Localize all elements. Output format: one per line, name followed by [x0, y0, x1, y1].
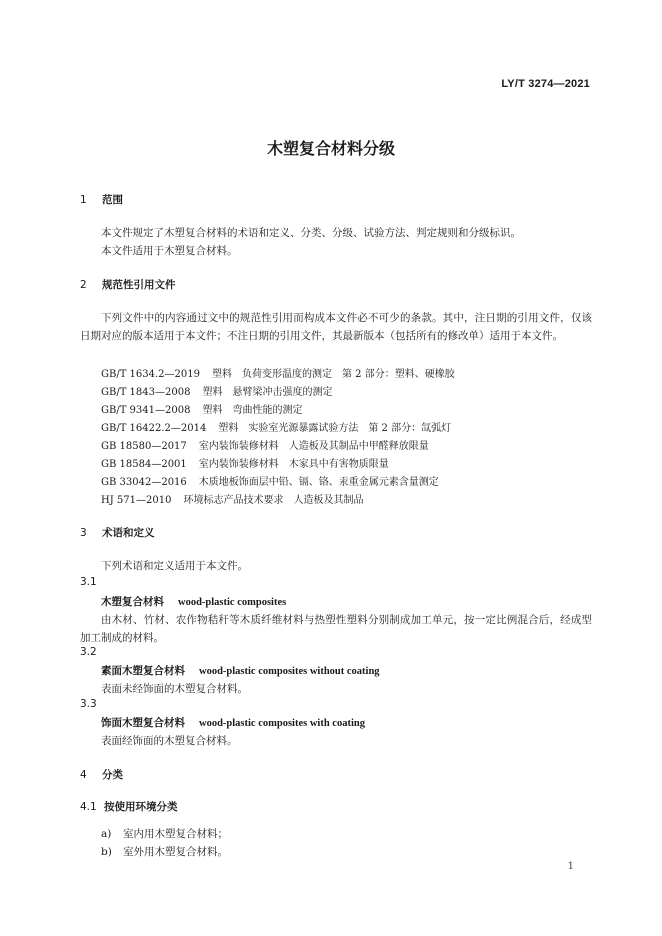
paragraph: 下列术语和定义适用于本文件。 [101, 560, 248, 572]
term-definition: 表面未经饰面的木塑复合材料。 [101, 683, 248, 695]
standard-code: LY/T 3274—2021 [501, 78, 590, 90]
reference-item: GB/T 1634.2—2019 塑料 负荷变形温度的测定 第 2 部分：塑料、硬橡胶 [101, 369, 455, 380]
reference-item: GB/T 16422.2—2014 塑料 实验室光源暴露试验方法 第 2 部分：氙弧灯 [101, 423, 452, 434]
term-heading: 木塑复合材料 wood-plastic composites [101, 596, 287, 608]
section-title: 分类 [102, 769, 123, 781]
section-title: 术语和定义 [102, 527, 155, 539]
term-definition: 由木材、竹材、农作物秸秆等木质纤维材料与热塑性塑料分别制成加工单元，按一定比例混合后，经成型加工制成的材料。 [80, 614, 592, 644]
section-heading-2: 2 规范性引用文件 [80, 279, 176, 291]
reference-item: HJ 571—2010 环境标志产品技术要求 人造板及其制品 [101, 495, 364, 506]
reference-item: GB/T 9341—2008 塑料 弯曲性能的测定 [101, 405, 303, 416]
term-heading: 素面木塑复合材料 wood-plastic composites without coating [101, 665, 380, 677]
term-definition: 表面经饰面的木塑复合材料。 [101, 735, 238, 747]
paragraph: 下列文件中的内容通过文中的规范性引用而构成本文件必不可少的条款。其中，注日期的引用文件，仅该日期对应的版本适用于本文件；不注日期的引用文件，其最新版本（包括所有的修改单）适用于本文件。 [80, 312, 592, 342]
term-heading: 饰面木塑复合材料 wood-plastic composites with coating [101, 717, 365, 729]
list-item: b) 室外用木塑复合材料。 [101, 846, 228, 858]
section-heading-3: 3 术语和定义 [80, 527, 155, 539]
document-title: 木塑复合材料分级 [266, 139, 395, 158]
section-heading-1: 1 范围 [80, 194, 123, 206]
subsection-title: 按使用环境分类 [104, 801, 178, 813]
reference-item: GB/T 1843—2008 塑料 悬臂梁冲击强度的测定 [101, 387, 333, 398]
subsection-heading-4-1: 4.1 按使用环境分类 [80, 801, 178, 813]
list-item: a) 室内用木塑复合材料； [101, 828, 228, 840]
reference-item: GB 33042—2016 木质地板饰面层中铅、镉、铬、汞重金属元素含量测定 [101, 477, 439, 488]
reference-item: GB 18580—2017 室内装饰装修材料 人造板及其制品中甲醛释放限量 [101, 441, 429, 452]
section-title: 规范性引用文件 [102, 279, 176, 291]
term-number: 3.3 [80, 698, 97, 710]
page-number: 1 [567, 861, 574, 872]
reference-item: GB 18584—2001 室内装饰装修材料 木家具中有害物质限量 [101, 459, 389, 470]
paragraph: 本文件规定了木塑复合材料的术语和定义、分类、分级、试验方法、判定规则和分级标识。 [101, 227, 521, 239]
section-heading-4: 4 分类 [80, 769, 123, 781]
term-number: 3.2 [80, 646, 97, 658]
term-number: 3.1 [80, 576, 97, 588]
paragraph: 本文件适用于木塑复合材料。 [101, 245, 238, 257]
section-title: 范围 [102, 194, 123, 206]
